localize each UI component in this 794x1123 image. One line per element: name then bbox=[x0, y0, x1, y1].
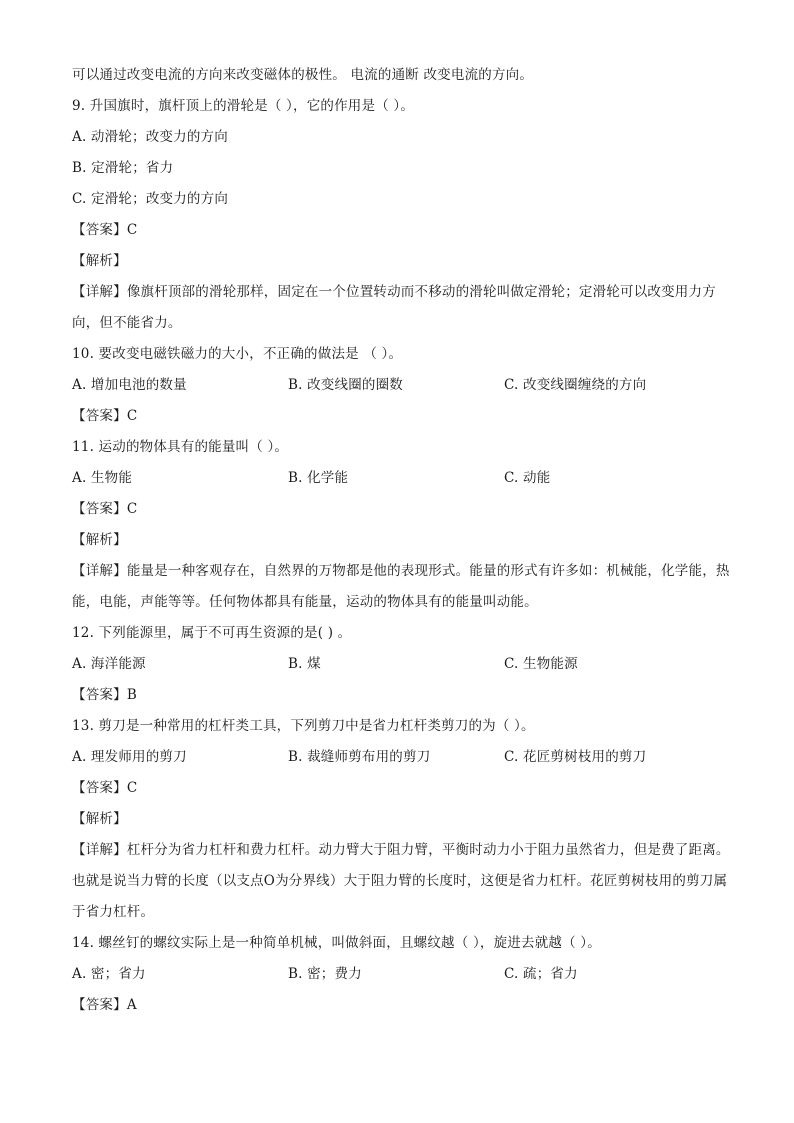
section-text: C bbox=[126, 222, 138, 238]
option-item: A. 理发师用的剪刀 bbox=[72, 749, 187, 765]
text-line: 可以通过改变电流的方向来改变磁体的极性。 电流的通断 改变电流的方向。 bbox=[72, 67, 534, 83]
text-line: A. 动滑轮；改变力的方向 bbox=[72, 129, 228, 145]
answer-line bbox=[72, 215, 732, 246]
section-label: 【详解】 bbox=[72, 284, 127, 300]
option-item: A. 生物能 bbox=[72, 470, 133, 486]
option-item: C. 动能 bbox=[504, 470, 551, 486]
section-label: 【解析】 bbox=[72, 532, 127, 548]
section-label: 【详解】 bbox=[72, 842, 127, 858]
text-line: 14. 螺丝钉的螺纹实际上是一种简单机械，叫做斜面，且螺纹越（ ），旋进去就越（ ）。 bbox=[72, 935, 601, 951]
section-label: 【详解】 bbox=[72, 563, 127, 579]
section-text: 能量是一种客观存在，自然界的万物都是他的表现形式。能量的形式有许多如：机械能，化学能，热能，电能，声能等等。任何物体都具有能量，运动的物体具有的能量叫动能。 bbox=[72, 563, 730, 610]
text-line: B. 定滑轮；省力 bbox=[72, 160, 174, 176]
answer-line bbox=[72, 773, 732, 804]
section-label: 【答案】 bbox=[72, 222, 127, 238]
detail-paragraph bbox=[72, 835, 732, 928]
answer-line bbox=[72, 525, 732, 556]
section-label: 【答案】 bbox=[72, 408, 127, 424]
option-item: C. 花匠剪树枝用的剪刀 bbox=[504, 749, 647, 765]
section-label: 【答案】 bbox=[72, 780, 127, 796]
option-row bbox=[72, 370, 732, 401]
option-row bbox=[72, 959, 732, 990]
option-item: A. 密；省力 bbox=[72, 966, 146, 982]
option-item: A. 海洋能源 bbox=[72, 656, 146, 672]
option-item: C. 生物能源 bbox=[504, 656, 578, 672]
option-item: C. 疏；省力 bbox=[504, 966, 578, 982]
option-row bbox=[72, 463, 732, 494]
option-item: B. 裁缝师剪布用的剪刀 bbox=[288, 749, 431, 765]
answer-line bbox=[72, 990, 732, 1021]
section-text: 杠杆分为省力杠杆和费力杠杆。动力臂大于阻力臂，平衡时动力小于阻力虽然省力，但是费了距离。也就是说当力臂的长度（以支点O为分界线）大于阻力臂的长度时，这便是省力杠杆。花匠剪树枝用的剪刀属于省力杠杆。 bbox=[72, 842, 730, 920]
detail-paragraph bbox=[72, 556, 732, 618]
option-item: C. 改变线圈缠绕的方向 bbox=[504, 377, 647, 393]
section-label: 【答案】 bbox=[72, 687, 127, 703]
text-line: 12. 下列能源里，属于不可再生资源的是( ) 。 bbox=[72, 625, 352, 641]
answer-line bbox=[72, 804, 732, 835]
section-text: 像旗杆顶部的滑轮那样，固定在一个位置转动而不移动的滑轮叫做定滑轮；定滑轮可以改变用力方向，但不能省力。 bbox=[72, 284, 716, 331]
text-line: 11. 运动的物体具有的能量叫（ ）。 bbox=[72, 439, 289, 455]
section-label: 【解析】 bbox=[72, 253, 127, 269]
text-line: 10. 要改变电磁铁磁力的大小，不正确的做法是 （ ）。 bbox=[72, 346, 403, 362]
option-row bbox=[72, 649, 732, 680]
section-label: 【答案】 bbox=[72, 997, 127, 1013]
option-item: B. 改变线圈的圈数 bbox=[288, 377, 404, 393]
detail-paragraph bbox=[72, 277, 732, 339]
section-text: C bbox=[126, 501, 138, 517]
section-text: B bbox=[126, 687, 137, 703]
option-row bbox=[72, 742, 732, 773]
section-label: 【解析】 bbox=[72, 811, 127, 827]
answer-line bbox=[72, 246, 732, 277]
option-item: B. 煤 bbox=[288, 656, 321, 672]
text-line: 13. 剪刀是一种常用的杠杆类工具，下列剪刀中是省力杠杆类剪刀的为（ ）。 bbox=[72, 718, 535, 734]
section-text: C bbox=[126, 780, 138, 796]
answer-line bbox=[72, 401, 732, 432]
option-item: B. 密；费力 bbox=[288, 966, 362, 982]
section-text: C bbox=[126, 408, 138, 424]
option-item: A. 增加电池的数量 bbox=[72, 377, 187, 393]
answer-line bbox=[72, 680, 732, 711]
section-text: A bbox=[126, 997, 137, 1013]
text-line: 9. 升国旗时，旗杆顶上的滑轮是（ ），它的作用是（ ）。 bbox=[72, 98, 415, 114]
document-page bbox=[72, 60, 732, 1021]
answer-line bbox=[72, 494, 732, 525]
option-item: B. 化学能 bbox=[288, 470, 349, 486]
section-label: 【答案】 bbox=[72, 501, 127, 517]
text-line: C. 定滑轮；改变力的方向 bbox=[72, 191, 229, 207]
